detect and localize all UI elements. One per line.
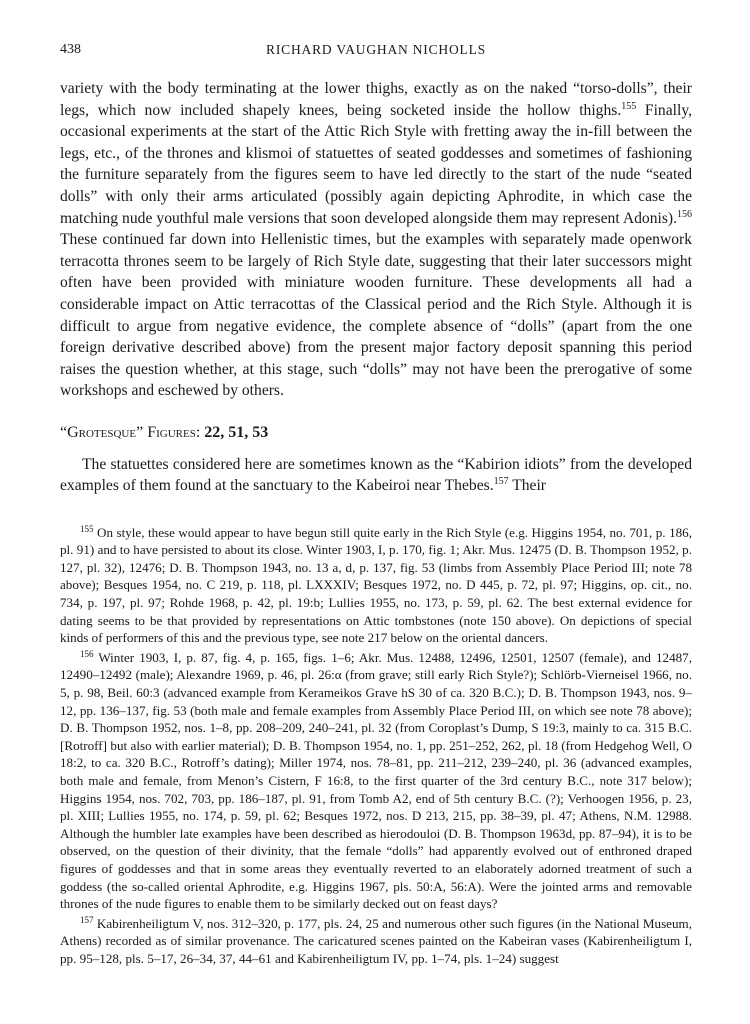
footnote-ref-157[interactable]: 157: [493, 476, 509, 488]
footnote-text: On style, these would appear to have begun still quite early in the Rich Style (e.g. Higgins 1954, no. 701, p. 186, pl. 91) and to have persisted to about its close. Winter 1903, I, p. 170, fig. 1; Akr. Mus. 12475 (D. B. Thompson 1952, p. 127, pl. 32), 12476; D. B. Thompson 1943, no. 13 a, d, p. 137, fig. 53 (limbs from Assembly Place Period III; note 78 above); Besques 1954, no. C 219, p. 118, pl. LXXXIV; Besques 1972, no. D 445, p. 72, pl. 97; Higgins, op. cit., no. 734, p. 197, pl. 97; Rohde 1968, p. 42, pl. 19:b; Lullies 1955, no. 173, p. 59, pl. 62. The best external evidence for dating seems to be that provided by representations on Attic tombstones (note 150 above). On depictions of special kinds of performers of this and the previous type, see note 217 below on the oriental dancers.: [60, 524, 692, 646]
footnote-text: Winter 1903, I, p. 87, fig. 4, p. 165, figs. 1–6; Akr. Mus. 12488, 12496, 12501, 12507 (female), and 12487, 12490–12492 (male); Alexandre 1969, p. 46, pl. 26:α (from grave; still early Rich Style?); Schlörb-Vierneisel 1966, no. 5, p. 98, Beil. 60:3 (advanced example from Kerameikos Grave hS 30 of ca. 320 B.C.); D. B. Thompson 1943, nos. 9–12, pp. 136–137, fig. 53 (both male and female examples from Assembly Place Period III, on which see note 78 above); D. B. Thompson 1952, nos. 1–8, pp. 208–209, 240–241, pl. 32 (from Coroplast’s Dump, S 19:3, mainly to ca. 315 B.C. [Rotroff] but also with earlier material); D. B. Thompson 1954, no. 1, pp. 251–252, 262, pl. 18 (from Hedgehog Well, O 18:2, to ca. 320 B.C., Rotroff’s dating); Miller 1974, nos. 78–81, pp. 211–212, 239–240, pl. 36 (advanced examples, both male and female, from Menon’s Cistern, F 16:8, to the first quarter of the 3rd century B.C., note 317 below); Higgins 1954, nos. 702, 703, pp. 186–187, pl. 91, from Tomb A2, end of 5th century B.C. (?); Verhoogen 1956, p. 23, pl. XIII; Lullies 1955, no. 174, p. 59, pl. 62; Besques 1972, nos. D 213, 215, pp. 38–39, pl. 47; Athens, N.M. 12988. Although the humbler late examples have been described as hierodouloi (D. B. Thompson 1963d, pp. 87–94), it is to be observed, on the question of their divinity, that the female “dolls” had apparently evolved out of enthroned draped figures of goddesses and that in some areas they eventually reverted to an elaborately adorned treatment of such a goddess (the so-called oriental Aphrodite, e.g. Higgins 1967, pls. 50:A, 56:A). Were the jointed arms and removable thrones of the nude figures to enable them to be similarly decked out on feast days?: [60, 649, 692, 912]
running-title: RICHARD VAUGHAN NICHOLLS: [266, 42, 486, 57]
footnote-number: 155: [80, 523, 94, 534]
footnote-text: Kabirenheiligtum V, nos. 312–320, p. 177, pls. 24, 25 and numerous other such figures (in the National Museum, Athens) recorded as of similar provenance. The caricatured scenes painted on the Kabeiran vases (Kabirenheiligtum I, pp. 95–128, pls. 5–17, 26–34, 37, 44–61 and Kabirenheiligtum IV, pp. 1–74, pls. 1–24) suggest: [60, 915, 692, 966]
paragraph-2-text-b: Their: [508, 477, 546, 495]
paragraph-2-text-a: The statuettes considered here are sometimes known as the “Kabirion idiots” from the developed examples of them found at the sanctuary to the Kabeiroi near Thebes.: [60, 455, 692, 495]
footnote-157: [60, 915, 692, 968]
section-heading: [60, 422, 692, 444]
paragraph-1: [60, 78, 692, 402]
footnote-number: 156: [80, 648, 94, 659]
paragraph-1-text-b: Finally, occasional experiments at the start of the Attic Rich Style with fretting away the in-fill between the legs, etc., of the thrones and klismoi of statuettes of seated goddesses and sometimes of fashioning the furniture separately from the figures seem to have led directly to the start of the nude “seated dolls” with only their arms articulated (possibly again depicting Aphrodite, in which case the matching nude youthful male versions that soon developed alongside them may represent Adonis).: [60, 101, 693, 227]
footnote-ref-155[interactable]: 155: [621, 100, 637, 112]
section-heading-label: “Grotesque” Figures:: [60, 423, 205, 441]
footnotes: [60, 524, 692, 968]
running-head: [60, 42, 692, 64]
paragraph-1-text-a: variety with the body terminating at the lower thighs, exactly as on the naked “torso-dolls”, their legs, which now included shapely knees, being socketed inside the hollow thighs.: [60, 80, 692, 119]
body-text: [60, 78, 692, 497]
paragraph-2: [60, 454, 692, 497]
section-heading-numbers: 22, 51, 53: [204, 423, 269, 441]
paragraph-1-text-c: These continued far down into Hellenistic times, but the examples with separately made openwork terracotta thrones seem to be largely of Rich Style date, suggesting that their later successors might often have been provided with miniature wooden furniture. These developments all had a considerable impact on Attic terracottas of the Classical period and the Rich Style. Although it is difficult to argue from negative evidence, the complete absence of “dolls” (apart from the one foreign derivative described above) from the present major factory deposit spanning this period raises the question whether, at this stage, such “dolls” may not have been the prerogative of some workshops and eschewed by others.: [60, 231, 692, 400]
page: [60, 42, 692, 970]
footnote-156: [60, 649, 692, 913]
footnote-155: [60, 524, 692, 647]
page-number: 438: [60, 42, 81, 57]
footnote-ref-156[interactable]: 156: [677, 208, 692, 220]
footnote-number: 157: [80, 914, 94, 925]
